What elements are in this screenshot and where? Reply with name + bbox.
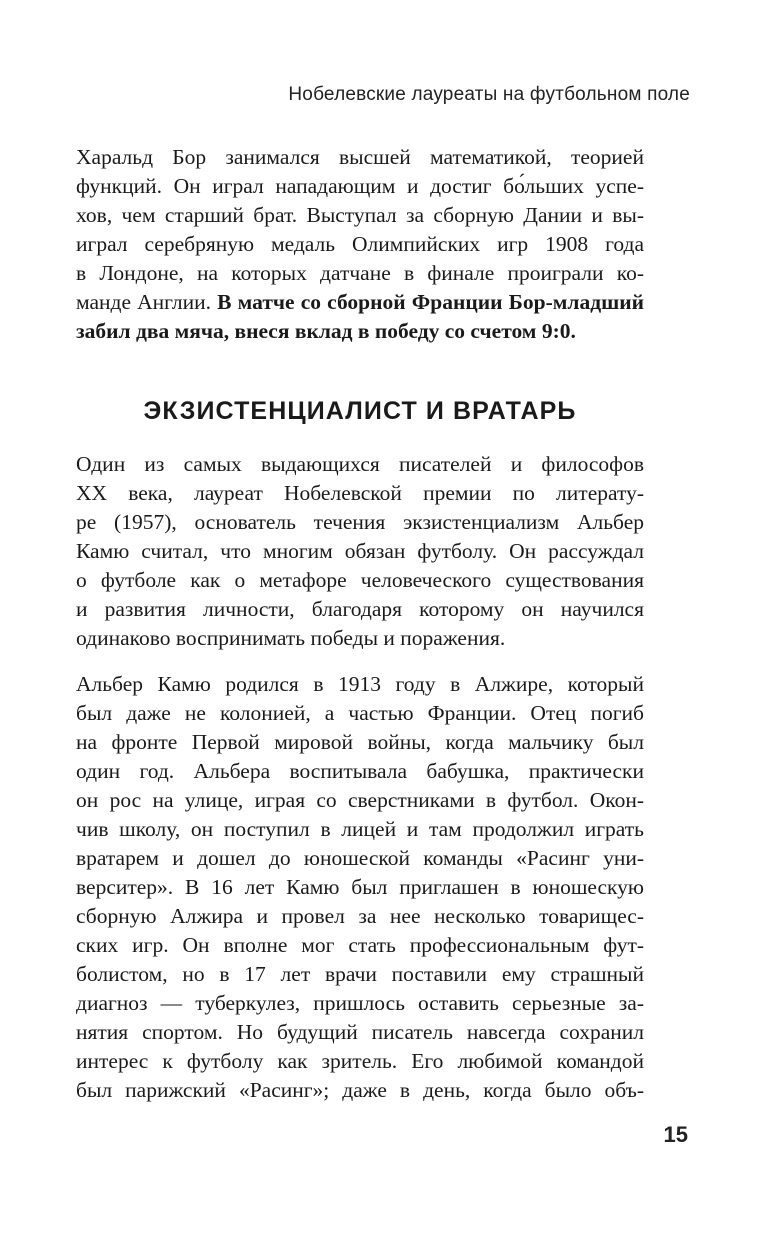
bold-text-span: В матче со сборной Франции Бор-младший <box>217 290 645 314</box>
text-line: играл серебряную медаль Олимпийских игр 1908 года <box>76 232 644 256</box>
text-line: верситер». В 16 лет Камю был приглашен в юношескую <box>76 875 644 899</box>
text-line: чив школу, он поступил в лицей и там продолжил играть <box>76 817 644 841</box>
text-line: Харальд Бор занимался высшей математикой, теорией <box>76 145 644 169</box>
text-line: Один из самых выдающихся писателей и философов <box>76 452 644 476</box>
text-line: был парижский «Расинг»; даже в день, когда было объ- <box>76 1078 644 1102</box>
text-line: ре (1957), основатель течения экзистенциализм Альбер <box>76 510 644 534</box>
text-line: сборную Алжира и провел за нее несколько товарищес- <box>76 904 644 928</box>
text-line: Альбер Камю родился в 1913 году в Алжире, который <box>76 672 644 696</box>
text-line: Камю считал, что многим обязан футболу. Он рассуждал <box>76 539 644 563</box>
text-line: и развития личности, благодаря которому он научился <box>76 597 644 621</box>
text-line: вратарем и дошел до юношеской команды «Расинг уни- <box>76 846 644 870</box>
section-heading: ЭКЗИСТЕНЦИАЛИСТ И ВРАТАРЬ <box>143 397 577 425</box>
text-line: XX века, лауреат Нобелевской премии по литерату- <box>76 481 644 505</box>
text-line-mixed <box>76 288 644 316</box>
text-line: он рос на улице, играя со сверстниками в футбол. Окон- <box>76 788 644 812</box>
text-line-bold: забил два мяча, внеся вклад в победу со счетом 9:0. <box>76 319 576 343</box>
text-line: одинаково воспринимать победы и поражения. <box>76 626 506 650</box>
text-line: функций. Он играл нападающим и достиг бо́льших успе- <box>76 174 644 198</box>
text-span: манде Англии. <box>76 290 212 314</box>
page-number: 15 <box>663 1122 688 1147</box>
text-line: один год. Альбера воспитывала бабушка, практически <box>76 759 644 783</box>
text-line: нятия спортом. Но будущий писатель навсегда сохранил <box>76 1020 644 1044</box>
text-line: интерес к футболу как зритель. Его любимой командой <box>76 1049 644 1073</box>
text-line: диагноз — туберкулез, пришлось оставить серьезные за- <box>76 991 644 1015</box>
text-line: болистом, но в 17 лет врачи поставили ему страшный <box>76 962 644 986</box>
text-line: был даже не колонией, а частью Франции. Отец погиб <box>76 701 644 725</box>
text-line: хов, чем старший брат. Выступал за сборную Дании и вы- <box>76 203 644 227</box>
running-head: Нобелевские лауреаты на футбольном поле <box>288 84 690 105</box>
text-line: в Лондоне, на которых датчане в финале проиграли ко- <box>76 261 644 285</box>
text-line: о футболе как о метафоре человеческого существования <box>76 568 644 592</box>
text-line: на фронте Первой мировой войны, когда мальчику был <box>76 730 644 754</box>
text-line: ских игр. Он вполне мог стать профессиональным фут- <box>76 933 644 957</box>
